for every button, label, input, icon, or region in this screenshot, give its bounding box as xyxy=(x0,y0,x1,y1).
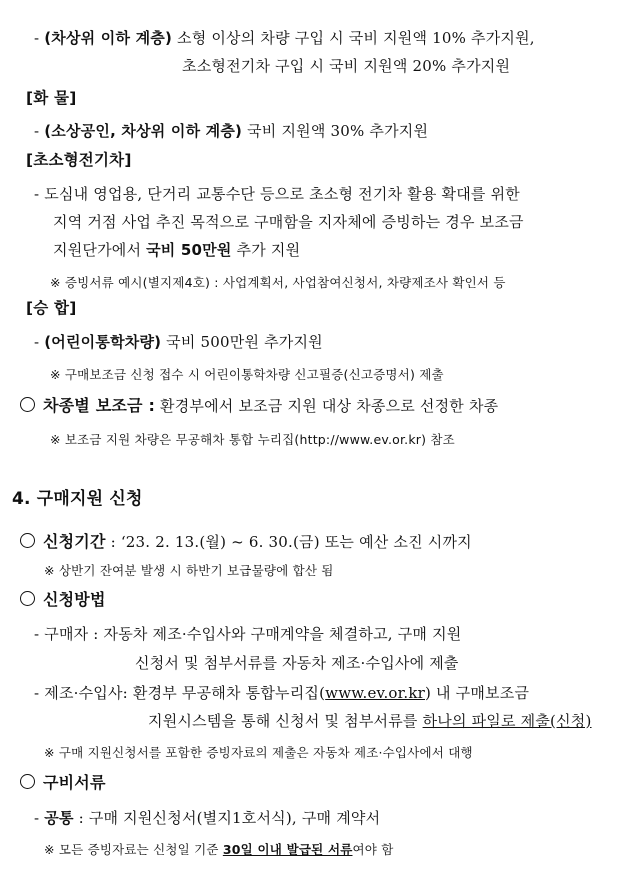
circle-bullet-icon xyxy=(20,591,35,606)
line-subsidy-by-type: 차종별 보조금 : 환경부에서 보조금 지원 대상 차종으로 선정한 차종 xyxy=(20,396,498,416)
line-buyer-cont: 신청서 및 첨부서류를 자동차 제조·수입사에 제출 xyxy=(135,654,459,672)
note-ev-portal: ※ 보조금 지원 차량은 무공해차 통합 누리집(http://www.ev.or.kr) 참조 xyxy=(50,432,455,447)
line-micro-ev-support: 초소형전기차 구입 시 국비 지원액 20% 추가지원 xyxy=(182,57,511,75)
circle-bullet-icon xyxy=(20,533,35,548)
section-4-title: 4. 구매지원 신청 xyxy=(12,489,143,509)
tag-low-income: (차상위 이하 계층) xyxy=(44,29,173,47)
heading-truck: [화 물] xyxy=(26,89,77,107)
line-school-vehicle: - (어린이통학차량) 국비 500만원 추가지원 xyxy=(34,333,323,351)
note-carryover: ※ 상반기 잔여분 발생 시 하반기 보급물량에 합산 됨 xyxy=(44,563,334,578)
line-small-business: - (소상공인, 차상위 이하 계층) 국비 지원액 30% 추가지원 xyxy=(34,122,429,140)
line-application-period: 신청기간 : ‘23. 2. 13.(월) ~ 6. 30.(금) 또는 예산 소진 시까지 xyxy=(20,532,472,552)
line-buyer: - 구매자 : 자동차 제조·수입사와 구매계약을 체결하고, 구매 지원 xyxy=(34,625,462,643)
heading-micro-ev: [초소형전기차] xyxy=(26,151,132,169)
line-common-documents: - 공통 : 구매 지원신청서(별지1호서식), 구매 계약서 xyxy=(34,809,381,827)
line-regional-hub: 지역 거점 사업 추진 목적으로 구매함을 지자체에 증빙하는 경우 보조금 xyxy=(53,213,524,231)
line-manufacturer: - 제조·수입사: 환경부 무공해차 통합누리집(www.ev.or.kr) 내 구매보조금 xyxy=(34,684,530,702)
ev-portal-link[interactable]: www.ev.or.kr xyxy=(325,684,425,702)
note-agency-submission: ※ 구매 지원신청서를 포함한 증빙자료의 제출은 자동차 제조·수입사에서 대행 xyxy=(44,745,473,760)
tag-small-business: (소상공인, 차상위 이하 계층) xyxy=(44,122,243,140)
line-low-income-small: - (차상위 이하 계층) 소형 이상의 차량 구입 시 국비 지원액 10% 추가지원, xyxy=(34,29,535,47)
line-subsidy-unit: 지원단가에서 국비 50만원 추가 지원 xyxy=(53,241,301,259)
line-required-documents: 구비서류 xyxy=(20,773,106,793)
circle-bullet-icon xyxy=(20,397,35,412)
note-30-days: ※ 모든 증빙자료는 신청일 기준 30일 이내 발급된 서류여야 함 xyxy=(44,842,394,857)
note-school-vehicle-cert: ※ 구매보조금 신청 접수 시 어린이통학차량 신고필증(신고증명서) 제출 xyxy=(50,367,444,382)
heading-van: [승 합] xyxy=(26,299,77,317)
line-urban-business: - 도심내 영업용, 단거리 교통수단 등으로 초소형 전기차 활용 확대를 위한 xyxy=(34,185,520,203)
tag-school-vehicle: (어린이통학차량) xyxy=(44,333,162,351)
line-manufacturer-cont: 지원시스템을 통해 신청서 및 첨부서류를 하나의 파일로 제출(신청) xyxy=(148,712,592,730)
line-application-method: 신청방법 xyxy=(20,590,106,610)
note-proof-documents: ※ 증빙서류 예시(별지제4호) : 사업계획서, 사업참여신청서, 차량제조사 확인서 등 xyxy=(50,275,506,290)
circle-bullet-icon xyxy=(20,774,35,789)
